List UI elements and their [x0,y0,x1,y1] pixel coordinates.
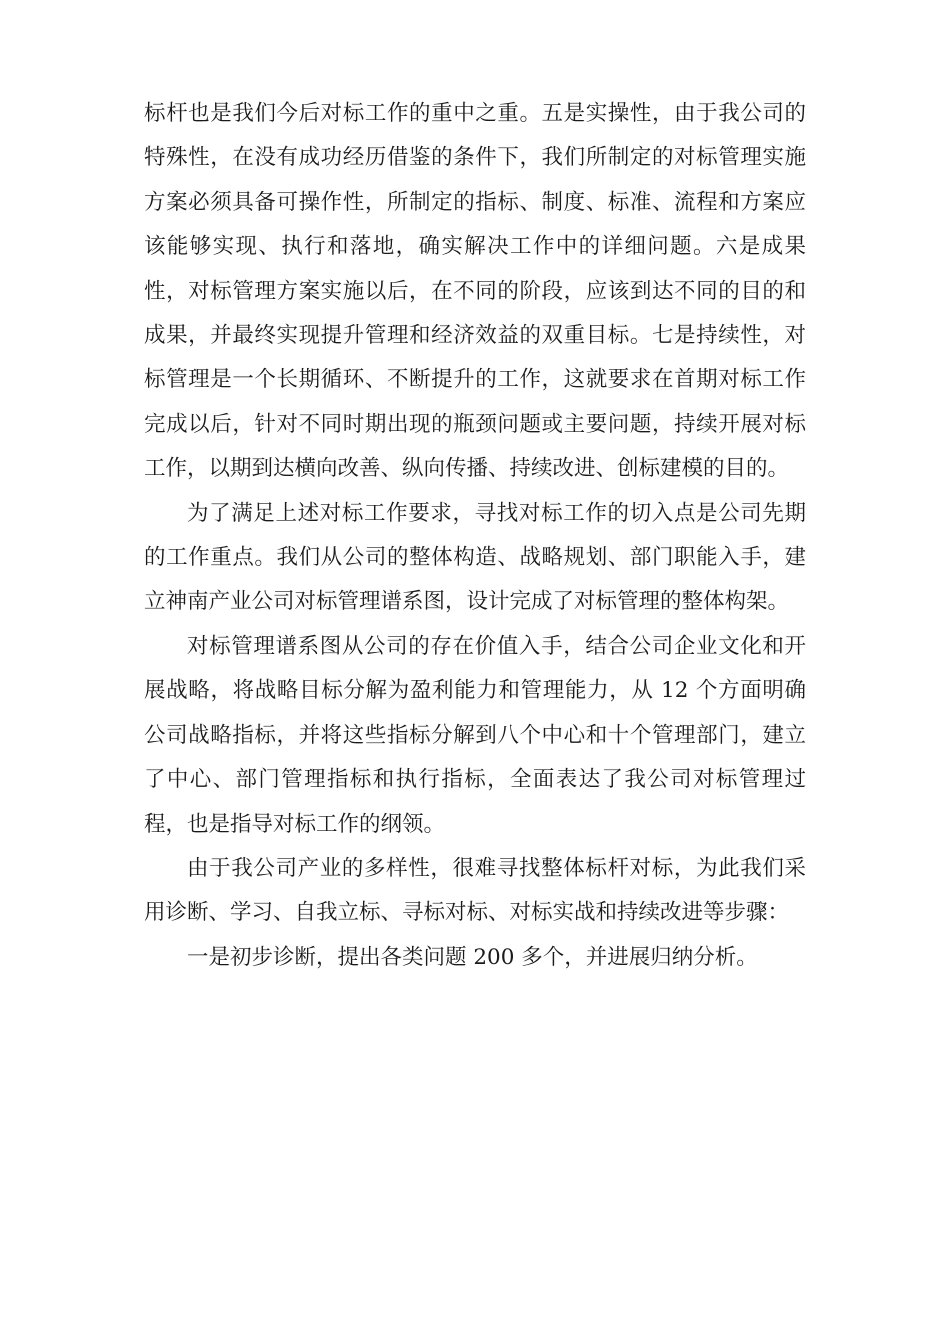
paragraph-5: 一是初步诊断，提出各类问题 200 多个，并进展归纳分析。 [187,944,758,970]
paragraph-3: 对标管理谱系图从公司的存在价值入手，结合公司企业文化和开展战略，将战略目标分解为盈利能力和管理能力，从 12 个方面明确公司战略指标，并将这些指标分解到八个中心和十个管理部门，建立了中心、部门管理指标和执行指标，全面表达了我公司对标管理过程，也是指导对标工作的纲领。 [144,633,806,837]
document-body [144,92,806,980]
paragraph-1: 标杆也是我们今后对标工作的重中之重。五是实操性，由于我公司的特殊性，在没有成功经历借鉴的条件下，我们所制定的对标管理实施方案必须具备可操作性，所制定的指标、制度、标准、流程和方案应该能够实现、执行和落地，确实解决工作中的详细问题。六是成果性，对标管理方案实施以后，在不同的阶段，应该到达不同的目的和成果，并最终实现提升管理和经济效益的双重目标。七是持续性，对标管理是一个长期循环、不断提升的工作，这就要求在首期对标工作完成以后，针对不同时期出现的瓶颈问题或主要问题，持续开展对标工作，以期到达横向改善、纵向传播、持续改进、创标建模的目的。 [144,101,806,482]
paragraph-4: 由于我公司产业的多样性，很难寻找整体标杆对标，为此我们采用诊断、学习、自我立标、寻标对标、对标实战和持续改进等步骤： [144,855,806,926]
paragraph-2: 为了满足上述对标工作要求，寻找对标工作的切入点是公司先期的工作重点。我们从公司的整体构造、战略规划、部门职能入手，建立神南产业公司对标管理谱系图，设计完成了对标管理的整体构架。 [144,500,806,615]
